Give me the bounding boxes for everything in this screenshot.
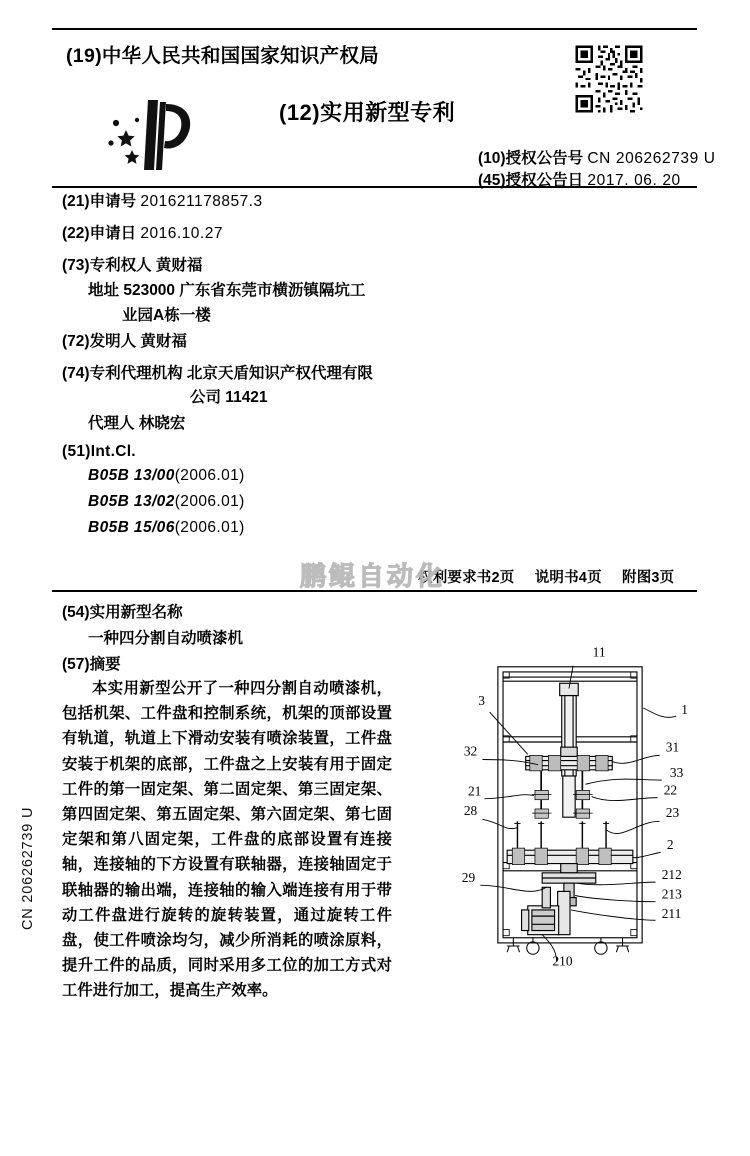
grant-date-value: 2017. 06. 20 bbox=[587, 172, 681, 189]
application-number-value: 201621178857.3 bbox=[140, 193, 263, 210]
agent-value: 林晓宏 bbox=[138, 415, 186, 432]
ipc-code: B05B 15/06 bbox=[88, 519, 175, 536]
figure-callout-212: 212 bbox=[661, 867, 682, 883]
description-page-count: 说明书4页 bbox=[534, 570, 602, 586]
ipc-version: (2006.01) bbox=[174, 467, 245, 484]
figure-callout-213: 213 bbox=[661, 886, 682, 902]
ipc-code: B05B 13/00 bbox=[88, 467, 175, 484]
figure-callout-32: 32 bbox=[463, 743, 478, 759]
agency-label: (74)专利代理机构 bbox=[62, 365, 183, 382]
address-label: 地址 bbox=[88, 282, 120, 299]
inventor-row bbox=[62, 334, 187, 350]
address-row-continued bbox=[122, 308, 211, 324]
application-date-row bbox=[62, 226, 223, 242]
patentee-label: (73)专利权人 bbox=[62, 257, 152, 274]
ipc-entry bbox=[88, 494, 245, 510]
issuing-office-line: (19)中华人民共和国国家知识产权局 bbox=[66, 45, 380, 67]
agency-row-continued bbox=[190, 390, 268, 406]
utility-model-name-value: 一种四分割自动喷漆机 bbox=[88, 630, 244, 647]
claims-page-count: 权利要求书2页 bbox=[418, 570, 515, 586]
agency-line-1: 北京天盾知识产权代理有限 bbox=[186, 365, 373, 382]
drawings-page-count: 附图3页 bbox=[622, 570, 675, 586]
int-cl-row bbox=[62, 444, 136, 460]
figure-callout-1: 1 bbox=[681, 702, 688, 718]
application-number-label: (21)申请号 bbox=[62, 193, 137, 210]
grant-date-label: (45)授权公告日 bbox=[478, 172, 584, 189]
figure-callout-23: 23 bbox=[665, 805, 680, 821]
qr-code-icon bbox=[573, 43, 645, 115]
address-line-2: 业园A栋一楼 bbox=[122, 307, 211, 324]
application-date-value: 2016.10.27 bbox=[140, 225, 223, 242]
figure-callout-28: 28 bbox=[463, 803, 478, 819]
watermark-text: 鹏鲲自动化 bbox=[300, 561, 446, 591]
patent-drawing bbox=[398, 640, 742, 980]
application-date-label: (22)申请日 bbox=[62, 225, 137, 242]
grant-publication-number bbox=[478, 146, 716, 168]
ipc-entry bbox=[88, 520, 245, 536]
page-count-line bbox=[418, 566, 690, 587]
ipc-code: B05B 13/02 bbox=[88, 493, 175, 510]
abstract-label: (57)摘要 bbox=[62, 656, 121, 673]
inventor-value: 黄财福 bbox=[140, 333, 187, 350]
figure-callout-29: 29 bbox=[461, 870, 476, 886]
address-row bbox=[88, 283, 365, 299]
figure-callout-2: 2 bbox=[666, 837, 674, 853]
ipc-entry bbox=[88, 468, 245, 484]
grant-publication-date bbox=[478, 168, 681, 190]
figure-callout-11: 11 bbox=[592, 644, 606, 660]
inventor-label: (72)发明人 bbox=[62, 333, 137, 350]
figure-callout-31: 31 bbox=[665, 739, 680, 755]
address-line-1: 523000 广东省东莞市横沥镇隔坑工 bbox=[123, 282, 366, 299]
int-cl-label: (51)Int.Cl. bbox=[62, 443, 136, 460]
figure-callout-22: 22 bbox=[663, 782, 678, 798]
agent-row bbox=[88, 416, 185, 432]
utility-model-name-label: (54)实用新型名称 bbox=[62, 604, 183, 621]
figure-callout-211: 211 bbox=[661, 906, 682, 922]
vertical-publication-number: CN 206262739 U bbox=[20, 806, 36, 930]
document-kind-title: (12)实用新型专利 bbox=[279, 100, 456, 125]
grant-no-value: CN 206262739 U bbox=[587, 150, 716, 167]
grant-no-label: (10)授权公告号 bbox=[478, 150, 584, 167]
cnipa-emblem-icon bbox=[96, 96, 208, 182]
patentee-row bbox=[62, 258, 202, 274]
figure-callout-3: 3 bbox=[478, 692, 485, 708]
abstract-text: 本实用新型公开了一种四分割自动喷漆机，包括机架、工件盘和控制系统，机架的顶部设置有轨道，轨道上下滑动安装有喷涂装置，工件盘安装于机架的底部，工件盘之上安装有用于固定工件的第一固定架、第二固定架、第三固定架、第四固定架、第五固定架、第六固定架、第七固定架和第八固定架，工件盘的底部设置有连接轴，连接轴的下方设置有联轴器，连接轴固定于联轴器的输出端，连接轴的输入端连接有用于带动工件盘进行旋转的旋转装置，通过旋转工件盘，使工件喷涂均匀，减少所消耗的喷涂原料，提升工件的品质，同时采用多工位的加工方式对工件进行加工，提高生产效率。 bbox=[62, 680, 392, 1000]
figure-callout-33: 33 bbox=[669, 765, 684, 781]
header-top-rule bbox=[52, 28, 697, 30]
ipc-version: (2006.01) bbox=[174, 493, 245, 510]
figure-callout-210: 210 bbox=[552, 953, 573, 969]
figure-callout-21: 21 bbox=[468, 783, 482, 799]
ipc-version: (2006.01) bbox=[174, 519, 245, 536]
patentee-value: 黄财福 bbox=[155, 257, 203, 274]
agent-label: 代理人 bbox=[88, 415, 135, 432]
application-number-row bbox=[62, 194, 263, 210]
agency-row bbox=[62, 366, 373, 382]
agency-line-2: 公司 11421 bbox=[190, 389, 268, 406]
